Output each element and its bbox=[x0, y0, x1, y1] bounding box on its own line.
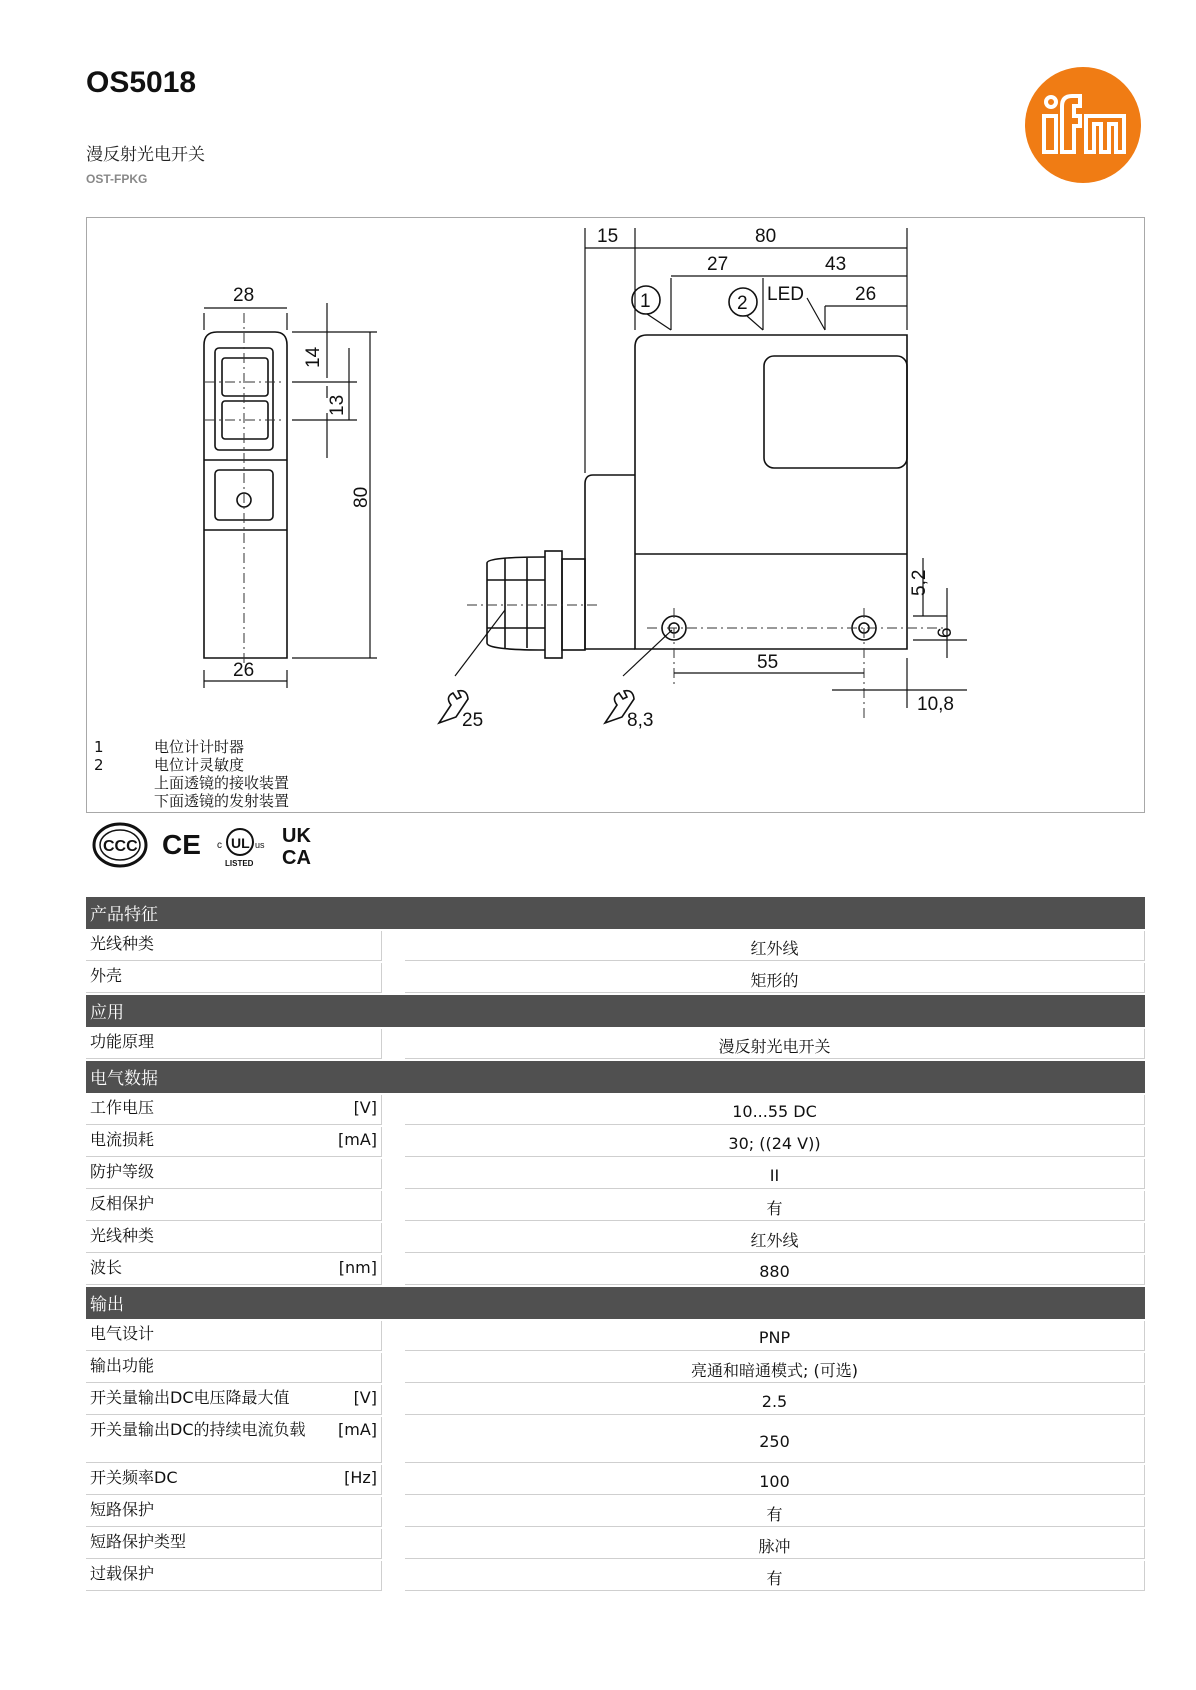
spec-value: 亮通和暗通模式; (可选) bbox=[405, 1353, 1145, 1383]
spec-value: 有 bbox=[405, 1191, 1145, 1221]
spec-label: 光线种类 bbox=[90, 1226, 155, 1245]
dim-10-8: 10,8 bbox=[917, 694, 954, 715]
table-row bbox=[86, 1561, 1145, 1591]
table-row bbox=[86, 1127, 1145, 1157]
spec-value: PNP bbox=[405, 1321, 1145, 1351]
dim-14: 14 bbox=[303, 346, 324, 368]
svg-text:UK: UK bbox=[282, 825, 311, 847]
dim-26-led: 26 bbox=[855, 284, 877, 305]
section-header: 应用 bbox=[86, 995, 1145, 1027]
ifm-logo bbox=[1024, 66, 1142, 184]
legend-text: 上面透镜的接收装置 bbox=[154, 774, 290, 792]
spec-unit: [mA] bbox=[337, 1130, 377, 1149]
dim-28: 28 bbox=[233, 285, 255, 306]
spec-value: 30; ((24 V)) bbox=[405, 1127, 1145, 1157]
spec-label: 输出功能 bbox=[90, 1356, 155, 1375]
table-row bbox=[86, 963, 1145, 993]
spec-value: II bbox=[405, 1159, 1145, 1189]
product-subtitle: 漫反射光电开关 bbox=[86, 145, 205, 165]
section-header: 输出 bbox=[86, 1287, 1145, 1319]
table-row bbox=[86, 1095, 1145, 1125]
legend-text: 电位计计时器 bbox=[154, 738, 245, 756]
product-title: OS5018 bbox=[86, 66, 197, 99]
wrench-size-25: 25 bbox=[462, 710, 484, 731]
table-row bbox=[86, 1159, 1145, 1189]
table-row bbox=[86, 1529, 1145, 1559]
spec-value: 红外线 bbox=[405, 1223, 1145, 1253]
table-row bbox=[86, 1353, 1145, 1383]
spec-value: 矩形的 bbox=[405, 963, 1145, 993]
spec-label: 功能原理 bbox=[90, 1032, 155, 1051]
spec-label: 短路保护类型 bbox=[90, 1532, 187, 1551]
spec-value: 2.5 bbox=[405, 1385, 1145, 1415]
svg-text:CCC: CCC bbox=[103, 838, 138, 855]
dim-15: 15 bbox=[597, 226, 619, 247]
culus-listed-icon bbox=[217, 829, 265, 868]
section-header: 产品特征 bbox=[86, 897, 1145, 929]
table-row bbox=[86, 1385, 1145, 1415]
table-row bbox=[86, 931, 1145, 961]
spec-label: 光线种类 bbox=[90, 934, 155, 953]
product-code: OST-FPKG bbox=[86, 172, 148, 186]
spec-value: 10...55 DC bbox=[405, 1095, 1145, 1125]
legend-number: 2 bbox=[94, 756, 104, 774]
legend-text: 电位计灵敏度 bbox=[154, 756, 245, 774]
spec-value: 880 bbox=[405, 1255, 1145, 1285]
dim-55: 55 bbox=[757, 652, 779, 673]
table-row bbox=[86, 1497, 1145, 1527]
spec-label: 电气设计 bbox=[90, 1324, 155, 1343]
dim-13: 13 bbox=[327, 394, 348, 416]
svg-text:us: us bbox=[255, 840, 265, 850]
spec-value: 250 bbox=[405, 1417, 1145, 1463]
ce-mark: CE bbox=[162, 829, 201, 860]
spec-unit: [nm] bbox=[338, 1258, 377, 1277]
spec-unit: [V] bbox=[353, 1388, 377, 1407]
wrench-size-8-3: 8,3 bbox=[627, 710, 654, 731]
drawing-legend bbox=[94, 738, 289, 810]
spec-value: 漫反射光电开关 bbox=[405, 1029, 1145, 1059]
dim-80-horizontal: 80 bbox=[755, 226, 777, 247]
dim-26-bottom: 26 bbox=[233, 660, 255, 681]
spec-label: 波长 bbox=[90, 1258, 123, 1277]
dim-5-2: 5,2 bbox=[909, 569, 930, 596]
spec-label: 开关量输出DC的持续电流负载 bbox=[90, 1420, 306, 1439]
spec-value: 有 bbox=[405, 1497, 1145, 1527]
table-row bbox=[86, 1191, 1145, 1221]
table-row bbox=[86, 1029, 1145, 1059]
table-row bbox=[86, 1417, 1145, 1463]
ukca-mark-icon bbox=[282, 825, 311, 869]
dim-led: LED bbox=[767, 284, 804, 305]
spec-label: 外壳 bbox=[90, 966, 123, 985]
section-header: 电气数据 bbox=[86, 1061, 1145, 1093]
table-row bbox=[86, 1255, 1145, 1285]
spec-label: 短路保护 bbox=[90, 1500, 155, 1519]
spec-label: 反相保护 bbox=[90, 1194, 155, 1213]
legend-text: 下面透镜的发射装置 bbox=[154, 792, 290, 810]
spec-label: 开关频率DC bbox=[90, 1468, 178, 1487]
spec-label: 开关量输出DC电压降最大值 bbox=[90, 1388, 290, 1407]
ccc-mark-icon bbox=[94, 824, 146, 866]
spec-label: 过载保护 bbox=[90, 1564, 155, 1583]
spec-unit: [V] bbox=[353, 1098, 377, 1117]
spec-label: 防护等级 bbox=[90, 1162, 155, 1181]
dimension-drawing bbox=[86, 217, 1145, 813]
svg-text:CA: CA bbox=[282, 847, 311, 869]
spec-unit: [Hz] bbox=[344, 1468, 377, 1487]
spec-value: 红外线 bbox=[405, 931, 1145, 961]
technical-drawing-svg bbox=[87, 218, 1146, 814]
dim-6: 6 bbox=[935, 627, 956, 638]
callout-2: 2 bbox=[737, 293, 748, 314]
callout-1: 1 bbox=[640, 291, 651, 312]
spec-value: 100 bbox=[405, 1465, 1145, 1495]
spec-table bbox=[86, 897, 1145, 1593]
spec-label: 工作电压 bbox=[90, 1098, 155, 1117]
svg-text:LISTED: LISTED bbox=[225, 859, 254, 868]
spec-value: 有 bbox=[405, 1561, 1145, 1591]
svg-text:c: c bbox=[217, 840, 222, 851]
dim-27: 27 bbox=[707, 254, 729, 275]
dim-80-vertical: 80 bbox=[351, 486, 372, 508]
spec-unit: [mA] bbox=[337, 1420, 377, 1439]
legend-number: 1 bbox=[94, 738, 104, 756]
svg-text:UL: UL bbox=[231, 835, 250, 851]
table-row bbox=[86, 1223, 1145, 1253]
table-row bbox=[86, 1321, 1145, 1351]
table-row bbox=[86, 1465, 1145, 1495]
spec-value: 脉冲 bbox=[405, 1529, 1145, 1559]
certification-logos bbox=[92, 820, 332, 870]
spec-label: 电流损耗 bbox=[90, 1130, 155, 1149]
dim-43: 43 bbox=[825, 254, 847, 275]
